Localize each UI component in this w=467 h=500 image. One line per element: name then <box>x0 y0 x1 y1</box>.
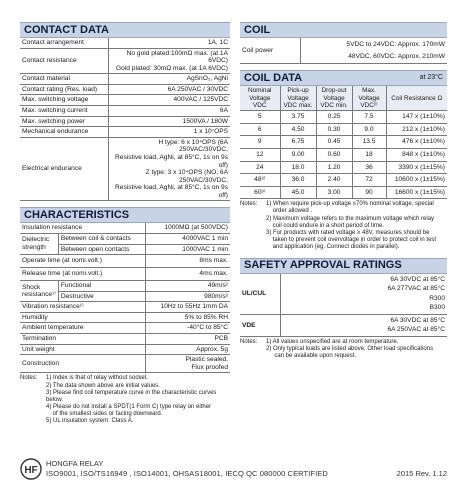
note-line: can be available upon request. <box>266 353 357 360</box>
coil-cell: 24 <box>240 161 280 174</box>
notes-tag: Notes: <box>20 375 38 382</box>
safety-ul-line: B300 <box>429 304 445 312</box>
certifications: ISO9001, ISO/TS16949 , ISO14001, OHSAS18001, IECQ QC 080000 CERTIFIED <box>46 469 328 478</box>
contact-value <box>108 127 230 138</box>
safety-title-text: SAFETY APPROVAL RATINGS <box>244 259 402 272</box>
note-line: 4) Please do not install a SPDT(1 Form C) type relay on either <box>46 404 212 411</box>
table-row <box>240 274 447 315</box>
coil-cell: 90 <box>352 186 386 199</box>
coil-power-line-1: 5VDC to 24VDC: Approx. 170mW <box>346 41 445 48</box>
safety-vde-line: 6A 250VAC at 85°C <box>387 326 445 334</box>
coil-cell: 476 x (1±10%) <box>386 136 447 149</box>
coil-cell: 0.45 <box>316 136 352 149</box>
col-header: Coil Resistance Ω <box>386 86 447 111</box>
table-row <box>20 312 230 323</box>
note-line: 3) Please find coil temperature curve in the characteristic curves below. <box>46 389 217 403</box>
coil-cell: 5 <box>240 111 280 124</box>
characteristic-value: Approx. 5g <box>146 344 230 355</box>
note-line: 3) For products with rated voltage ≥ 48V, measures should be <box>266 230 430 237</box>
release-label: Release time (at nomi.volt.) <box>20 268 146 281</box>
right-column <box>240 22 447 361</box>
coil-cell: 10600 x (1±15%) <box>386 174 447 187</box>
contact-value <box>108 137 230 201</box>
safety-vde-values <box>280 314 447 336</box>
contact-value-line: 1A, 1C <box>207 39 228 46</box>
coil-cell: 45.0 <box>280 186 316 199</box>
construction-label: Construction <box>20 355 146 373</box>
dielectric-value-2: 1000VAC 1 min <box>146 244 230 255</box>
note-line: 2) The data shown above are initial values. <box>46 382 160 389</box>
coil-cell: 72 <box>352 174 386 187</box>
shock-sub-1: Functional <box>58 281 146 292</box>
table-row <box>240 111 447 124</box>
construction-line-2: Flux proofed <box>191 363 228 371</box>
contact-label: Mechanical endurance <box>20 127 108 138</box>
contact-value <box>108 84 230 95</box>
coil-cell: 36 <box>352 161 386 174</box>
construction-value <box>146 355 230 373</box>
coil-power-label: Coil power <box>240 38 300 64</box>
table-row <box>20 334 230 345</box>
table-row <box>20 233 230 244</box>
coil-cell: 0.60 <box>316 148 352 161</box>
contact-data-table <box>20 38 230 201</box>
notes-tag: Notes: <box>240 339 258 346</box>
coil-cell: 16600 x (1±15%) <box>386 186 447 199</box>
contact-value <box>108 38 230 48</box>
note-line: order allowed . <box>266 208 313 215</box>
safety-title <box>240 258 447 274</box>
contact-label: Contact rating (Res. load) <box>20 84 108 95</box>
safety-vde-line: 6A 30VDC at 85°C <box>390 316 445 324</box>
contact-label: Max. switching power <box>20 116 108 127</box>
safety-vde-label: VDE <box>240 314 280 336</box>
coil-cell: 2.40 <box>316 174 352 187</box>
characteristics-title <box>20 207 230 223</box>
table-row <box>240 136 447 149</box>
coil-cell: 3.00 <box>316 186 352 199</box>
characteristic-value: 5% to 85% RH <box>146 312 230 323</box>
contact-value-line: H type: 6 x 10⁴OPS (6A 250VAC/30VDC, <box>158 138 228 154</box>
contact-value <box>108 74 230 85</box>
shock-value-1: 49m/s² <box>146 281 230 292</box>
shock-value-2: 980m/s² <box>146 291 230 302</box>
logo-text: HF <box>24 465 38 476</box>
contact-value-line: 400VAC / 125VDC <box>173 96 228 104</box>
coil-cell: 147 x (1±10%) <box>386 111 447 124</box>
safety-table <box>240 274 447 337</box>
note-line: 1) All values unspecified are at room temperature. <box>266 339 399 346</box>
note-line: and application (eg. Connect diodes in parallel). <box>266 244 400 251</box>
characteristic-label: Ambient temperature <box>20 323 146 334</box>
coil-cell: 6.75 <box>280 136 316 149</box>
contact-label: Max. switching current <box>20 106 108 117</box>
notes-tag: Notes: <box>240 201 258 208</box>
coil-cell: 18.0 <box>280 161 316 174</box>
contact-data-title-text: CONTACT DATA <box>24 23 109 36</box>
col-header: Drop-out Voltage VDC min. <box>316 86 352 111</box>
contact-data-title <box>20 22 230 38</box>
insulation-label: Insulation resistance <box>20 223 146 233</box>
table-row <box>20 74 230 85</box>
table-row <box>20 355 230 373</box>
coil-title <box>240 22 447 38</box>
table-row <box>20 323 230 334</box>
contact-value-line: No gold plated:100mΩ max. (at 1A 6VDC) <box>126 49 228 65</box>
table-row <box>20 106 230 117</box>
dielectric-sub-2: Between open contacts <box>58 244 146 255</box>
table-row <box>240 174 447 187</box>
col-header: Pick-up Voltage VDC max. <box>280 86 316 111</box>
contact-value <box>108 95 230 106</box>
table-row <box>20 95 230 106</box>
coil-power-value <box>300 38 447 64</box>
coil-cell: 4.50 <box>280 123 316 136</box>
contact-label: Max. switching voltage <box>20 95 108 106</box>
coil-cell: 0.30 <box>316 123 352 136</box>
coil-data-table <box>240 86 447 199</box>
contact-value <box>108 106 230 117</box>
coil-cell: 3390 x (1±15%) <box>386 161 447 174</box>
shock-sub-2: Destructive <box>58 291 146 302</box>
contact-value-line: AgSnO₂, AgNi <box>186 75 228 83</box>
note-line: coil could endure in a short period of time. <box>266 222 385 229</box>
contact-label: Contact material <box>20 74 108 85</box>
safety-ul-line: R300 <box>429 294 445 302</box>
left-column <box>20 22 230 426</box>
note-line: 1) When require pick-up voltage ≤70% nominal voltage, special <box>266 201 434 208</box>
table-row <box>240 123 447 136</box>
coil-title-text: COIL <box>244 23 271 36</box>
characteristic-value: 10Hz to 55Hz 1mm DA <box>146 302 230 313</box>
table-row <box>20 255 230 268</box>
operate-label: Operate time (at nomi.volt.) <box>20 255 146 268</box>
coil-data-notes <box>240 199 447 251</box>
note-line: 1) Index is that of relay without socket. <box>46 375 149 382</box>
safety-ul-line: 6A 30VDC at 85°C <box>390 275 445 283</box>
table-row <box>20 116 230 127</box>
characteristic-label: Vibration resistance¹⁾ <box>20 302 146 313</box>
table-row <box>20 137 230 201</box>
characteristic-value: -40°C to 85°C <box>146 323 230 334</box>
characteristic-value: PCB <box>146 334 230 345</box>
table-row <box>20 48 230 74</box>
table-row <box>240 161 447 174</box>
brand-name: HONGFA RELAY <box>46 459 104 468</box>
coil-cell: 9.00 <box>280 148 316 161</box>
contact-label: Electrical endurance <box>20 137 108 201</box>
table-row <box>20 223 230 233</box>
contact-value <box>108 48 230 74</box>
safety-ul-values <box>280 274 447 315</box>
dielectric-sub-1: Between coil & contacts <box>58 233 146 244</box>
table-row <box>20 84 230 95</box>
col-header: Max. Voltage VDC²⁾ <box>352 86 386 111</box>
note-line: of the smallest sides or facing downward. <box>46 411 163 418</box>
table-header-row <box>240 86 447 111</box>
coil-cell: 0.25 <box>316 111 352 124</box>
table-row <box>20 281 230 292</box>
coil-cell: 6 <box>240 123 280 136</box>
construction-line-1: Plastic sealed, <box>185 356 228 364</box>
characteristic-label: Unit weight <box>20 344 146 355</box>
coil-power-line-2: 48VDC, 60VDC: Approx. 210mW <box>348 52 445 60</box>
characteristics-table <box>20 223 230 373</box>
dielectric-label: Dielectric strength <box>20 233 58 254</box>
coil-cell: 3.75 <box>280 111 316 124</box>
table-row <box>240 314 447 336</box>
table-row <box>20 302 230 313</box>
safety-ul-label: UL/CUL <box>240 274 280 315</box>
note-line: taken to prevent coil overvoltage in order to protect coil in test <box>266 237 437 244</box>
coil-cell: 9.0 <box>352 123 386 136</box>
contact-label: Contact resistance <box>20 48 108 74</box>
contact-label: Contact arrangement <box>20 38 108 48</box>
coil-cell: 13.5 <box>352 136 386 149</box>
coil-cell: 212 x (1±10%) <box>386 123 447 136</box>
shock-label: Shock resistance¹⁾ <box>20 281 58 302</box>
insulation-value: 1000MΩ (at 500VDC) <box>146 223 230 233</box>
coil-cell: 12 <box>240 148 280 161</box>
dielectric-value-1: 4000VAC 1 min <box>146 233 230 244</box>
contact-value <box>108 116 230 127</box>
contact-value-line: 6A 250VAC / 30VDC <box>167 85 228 93</box>
coil-power-table <box>240 38 447 64</box>
note-line: 5) UL insulation system: Class A. <box>46 418 134 425</box>
contact-value-line: Resistive load, AgNi, at 85°C, 1s on 9s off) <box>115 153 228 169</box>
safety-ul-line: 6A 277VAC at 85°C <box>387 285 445 293</box>
coil-cell: 9 <box>240 136 280 149</box>
table-row <box>240 148 447 161</box>
coil-cell: 1.20 <box>316 161 352 174</box>
characteristics-notes <box>20 373 230 425</box>
table-row <box>240 38 447 64</box>
characteristics-title-text: CHARACTERISTICS <box>24 209 130 222</box>
coil-cell: 36.0 <box>280 174 316 187</box>
table-row <box>20 268 230 281</box>
coil-data-subtitle: at 23°C <box>419 74 443 82</box>
operate-value: 8ms max. <box>146 255 230 268</box>
coil-cell: 60³⁾ <box>240 186 280 199</box>
note-line: 2) Maximum voltage refers to the maximum voltage which relay <box>266 215 435 222</box>
hongfa-logo-icon <box>20 458 42 480</box>
safety-notes <box>240 337 447 361</box>
revision: 2015 Rev. 1.12 <box>396 469 447 478</box>
table-row <box>20 127 230 138</box>
contact-value-line: Z type: 3 x 10⁴OPS (NO, 6A 250VAC/30VDC, <box>145 169 228 184</box>
contact-value-line: 1 x 10⁷OPS <box>193 128 228 136</box>
table-row <box>240 186 447 199</box>
coil-cell: 18 <box>352 148 386 161</box>
contact-value-line: 6A <box>219 107 228 115</box>
col-header: Nominal Voltage VDC <box>240 86 280 111</box>
characteristic-label: Termination <box>20 334 146 345</box>
coil-cell: 7.5 <box>352 111 386 124</box>
coil-cell: 848 x (1±10%) <box>386 148 447 161</box>
contact-value-line: 1500VA / 180W <box>182 117 228 125</box>
table-row <box>20 344 230 355</box>
contact-value-line: Gold plated: 30mΩ max. (at 1A 6VDC) <box>116 64 228 72</box>
table-row <box>20 38 230 48</box>
coil-data-title-text: COIL DATA <box>244 71 303 84</box>
coil-cell: 48³⁾ <box>240 174 280 187</box>
note-line: 2) Only typical loads are listed above. Other load specifications <box>266 346 434 353</box>
contact-value-line: Resistive load, AgNi, at 85°C, 1s on 9s off) <box>115 184 228 199</box>
coil-data-title <box>240 70 447 86</box>
release-value: 4ms max. <box>146 268 230 281</box>
characteristic-label: Humidity <box>20 312 146 323</box>
